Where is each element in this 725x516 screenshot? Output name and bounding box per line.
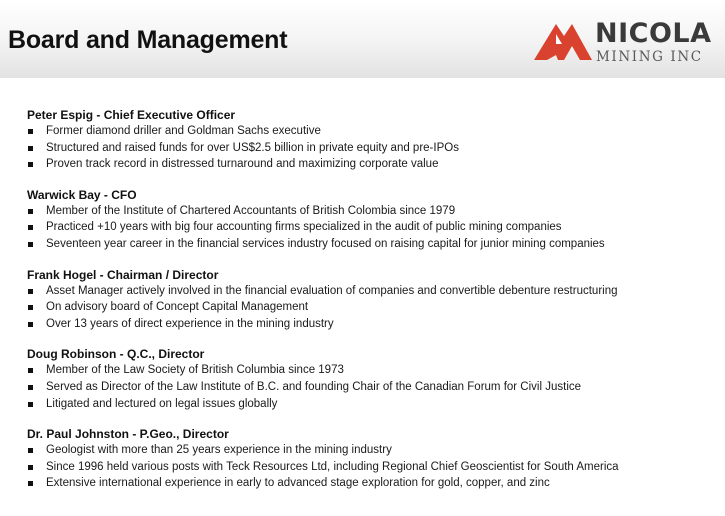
list-item-text: Over 13 years of direct experience in the mining industry <box>46 317 334 330</box>
list-item-text: Seventeen year career in the financial services industry focused on raising capital for junior mining companies <box>46 237 605 250</box>
list-item <box>27 219 717 236</box>
square-bullet-icon <box>28 129 33 134</box>
square-bullet-icon <box>28 322 33 327</box>
member-section <box>27 267 717 333</box>
list-item <box>27 442 717 459</box>
member-heading: Doug Robinson - Q.C., Director <box>27 347 205 362</box>
list-item <box>27 299 717 316</box>
list-item <box>27 396 717 413</box>
list-item-text: Litigated and lectured on legal issues globally <box>46 397 278 410</box>
member-section <box>27 187 717 253</box>
list-item <box>27 459 717 476</box>
page-title: Board and Management <box>8 26 288 54</box>
square-bullet-icon <box>28 465 33 470</box>
slide-header <box>0 0 725 78</box>
square-bullet-icon <box>28 448 33 453</box>
square-bullet-icon <box>28 225 33 230</box>
square-bullet-icon <box>28 368 33 373</box>
list-item <box>27 283 717 300</box>
square-bullet-icon <box>28 162 33 167</box>
square-bullet-icon <box>28 402 33 407</box>
logo-wordmark: NICOLA <box>595 18 712 49</box>
square-bullet-icon <box>28 289 33 294</box>
member-section <box>27 426 717 492</box>
list-item-text: Extensive international experience in early to advanced stage exploration for gold, copper, and zinc <box>46 477 550 490</box>
square-bullet-icon <box>28 305 33 310</box>
list-item <box>27 236 717 253</box>
list-item <box>27 379 717 396</box>
square-bullet-icon <box>28 242 33 247</box>
member-heading: Peter Espig - Chief Executive Officer <box>27 108 236 122</box>
list-item <box>27 362 717 379</box>
member-section <box>27 107 717 173</box>
square-bullet-icon <box>28 209 33 214</box>
list-item-text: Since 1996 held various posts with Teck Resources Ltd, including Regional Chief Geoscientist for South America <box>46 460 619 473</box>
board-list <box>27 107 717 506</box>
member-heading: Frank Hogel - Chairman / Director <box>27 267 219 282</box>
list-item-text: Structured and raised funds for over US$2.5 billion in private equity and pre-IPOs <box>46 141 459 154</box>
list-item-text: Served as Director of the Law Institute of B.C. and founding Chair of the Canadian Forum for Civil Justice <box>46 380 582 393</box>
list-item <box>27 316 717 333</box>
square-bullet-icon <box>28 385 33 390</box>
list-item-text: Practiced +10 years with big four accounting firms specialized in the audit of public mining companies <box>46 221 562 234</box>
list-item <box>27 140 717 157</box>
list-item-text: Geologist with more than 25 years experience in the mining industry <box>46 444 392 457</box>
list-item-text: Member of the Law Society of British Columbia since 1973 <box>46 364 344 377</box>
list-item-text: On advisory board of Concept Capital Management <box>46 301 309 314</box>
mountain-logo-icon <box>534 24 592 60</box>
list-item-text: Former diamond driller and Goldman Sachs executive <box>46 125 321 137</box>
list-item-text: Asset Manager actively involved in the financial evaluation of companies and convertible debenture restructuring <box>46 284 618 297</box>
list-item-text: Member of the Institute of Chartered Accountants of British Colombia since 1979 <box>46 204 456 217</box>
square-bullet-icon <box>28 146 33 151</box>
list-item <box>27 475 717 492</box>
logo-subtitle: MINING INC <box>596 49 703 65</box>
nicola-mining-logo <box>534 14 714 70</box>
member-section <box>27 346 717 412</box>
square-bullet-icon <box>28 481 33 486</box>
list-item <box>27 203 717 220</box>
list-item-text: Proven track record in distressed turnaround and maximizing corporate value <box>46 158 439 171</box>
member-heading: Warwick Bay - CFO <box>27 187 137 202</box>
list-item <box>27 156 717 173</box>
list-item <box>27 123 717 140</box>
member-heading: Dr. Paul Johnston - P.Geo., Director <box>27 427 229 442</box>
